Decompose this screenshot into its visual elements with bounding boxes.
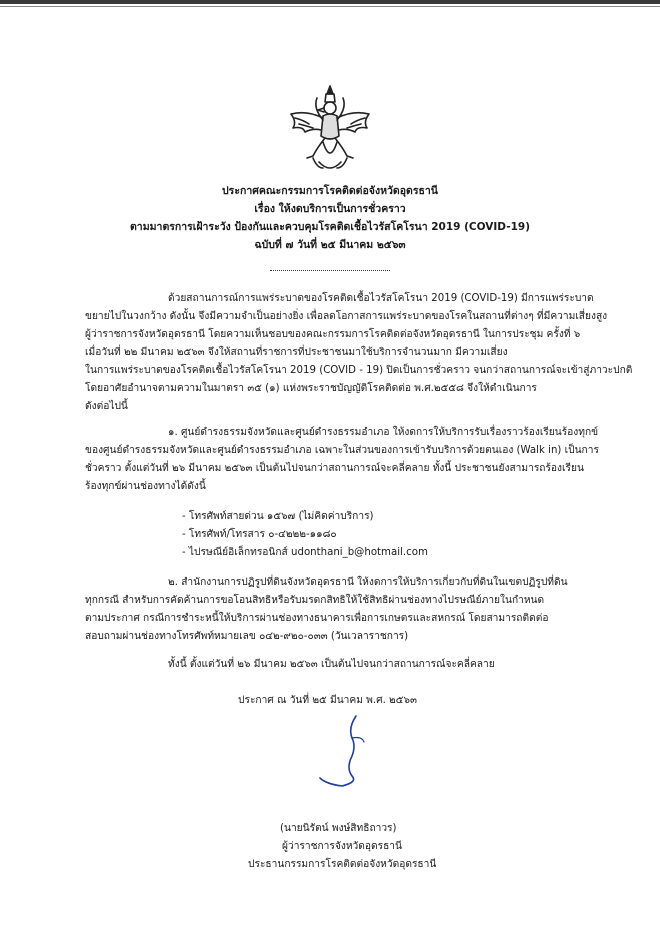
- contact-email: - ไปรษณีย์อิเล็กทรอนิกส์ udonthani_b@hotmail.com: [182, 547, 428, 558]
- item-1-line: ของศูนย์ดำรงธรรมจังหวัดและศูนย์ดำรงธรรมอำเภอ เฉพาะในส่วนของการเข้ารับบริการด้วยตนเอง (Walk in) เป็นการ: [85, 445, 599, 456]
- item-2-line: ๒. สำนักงานการปฏิรูปที่ดินจังหวัดอุดรธานี ให้งดการให้บริการเกี่ยวกับที่ดินในเขตปฏิรูปที่ดิน: [168, 577, 568, 588]
- body-line: ด้วยสถานการณ์การแพร่ระบาดของโรคติดเชื้อไวรัสโคโรนา 2019 (COVID-19) มีการแพร่ระบาด: [168, 293, 594, 304]
- body-line: ผู้ว่าราชการจังหวัดอุดรธานี โดยความเห็นชอบของคณะกรรมการโรคติดต่อจังหวัดอุดรธานี ในการประชุม ครั้งที่ ๖: [85, 329, 581, 340]
- contact-hotline: - โทรศัพท์สายด่วน ๑๕๖๗ (ไม่คิดค่าบริการ): [182, 511, 374, 522]
- announcement-authority: ประกาศคณะกรรมการโรคติดต่อจังหวัดอุดรธานี: [222, 185, 438, 197]
- item-2-line: ทุกกรณี สำหรับการคัดค้านการขอโอนสิทธิหรือรับมรดกสิทธิให้ใช้สิทธิผ่านช่องทางไปรษณีย์ภายในกำหนด: [85, 595, 545, 606]
- body-line: เมื่อวันที่ ๒๒ มีนาคม ๒๕๖๓ จึงให้สถานที่ราชการที่ประชาชนมาใช้บริการจำนวนมาก มีความเสี่ยง: [85, 347, 508, 358]
- item-1-line: ๑. ศูนย์ดำรงธรรมจังหวัดและศูนย์ดำรงธรรมอำเภอ ให้งดการให้บริการรับเรื่องราวร้องเรียนร้องทุกข์: [168, 427, 599, 438]
- body-line: ดังต่อไปนี้: [85, 401, 128, 412]
- body-line: โดยอาศัยอำนาจตามความในมาตรา ๓๕ (๑) แห่งพระราชบัญญัติโรคติดต่อ พ.ศ.๒๕๕๘ จึงให้ดำเนินการ: [85, 383, 537, 394]
- item-2-line: สอบถามผ่านช่องทางโทรศัพท์หมายเลข ๐๔๒-๙๒๐-๐๓๓ (วันเวลาราชการ): [85, 631, 409, 642]
- closing-statement: ทั้งนี้ ตั้งแต่วันที่ ๒๖ มีนาคม ๒๕๖๓ เป็นต้นไปจนกว่าสถานการณ์จะคลี่คลาย: [168, 659, 495, 670]
- item-2-line: ตามประกาศ กรณีการชำระหนี้ให้บริการผ่านช่องทางธนาคารเพื่อการเกษตรและสหกรณ์ โดยสามารถติดต่อ: [85, 613, 549, 624]
- signatory-title: ผู้ว่าราชการจังหวัดอุดรธานี: [282, 841, 402, 852]
- handwritten-signature: [312, 712, 392, 792]
- body-line: ขยายไปในวงกว้าง ดังนั้น จึงมีความจำเป็นอย่างยิ่ง เพื่อลดโอกาสการแพร่ระบาดของโรคในสถานที่ต่างๆ ที่มีความเสี่ยงสูง: [85, 311, 608, 322]
- signatory-name: (นายนิรัตน์ พงษ์สิทธิถาวร): [280, 823, 397, 834]
- signatory-role: ประธานกรรมการโรคติดต่อจังหวัดอุดรธานี: [248, 859, 437, 870]
- separator-dots: [270, 270, 390, 271]
- body-line: ในการแพร่ระบาดของโรคติดเชื้อไวรัสโคโรนา 2019 (COVID - 19) ปิดเป็นการชั่วคราว จนกว่าสถานการณ์จะเข้าสู่ภาวะปกติ: [85, 365, 633, 376]
- announcement-subject: เรื่อง ให้งดบริการเป็นการชั่วคราว: [254, 203, 406, 215]
- contact-phone-fax: - โทรศัพท์/โทรสาร ๐-๔๒๒๒-๑๑๘๐: [182, 529, 337, 540]
- garuda-emblem-icon: [283, 84, 377, 174]
- announcement-issue-date: ฉบับที่ ๗ วันที่ ๒๕ มีนาคม ๒๕๖๓: [254, 239, 406, 251]
- announcement-measures: ตามมาตรการเฝ้าระวัง ป้องกันและควบคุมโรคติดเชื้อไวรัสโคโรนา 2019 (COVID-19): [129, 221, 530, 233]
- announce-date: ประกาศ ณ วันที่ ๒๕ มีนาคม พ.ศ. ๒๕๖๓: [238, 695, 417, 706]
- item-1-line: ชั่วคราว ตั้งแต่วันที่ ๒๖ มีนาคม ๒๕๖๓ เป็นต้นไปจนกว่าสถานการณ์จะคลี่คลาย ทั้งนี้ ประชาชนยังสามารถร้องเรียน: [85, 463, 584, 474]
- item-1-line: ร้องทุกข์ผ่านช่องทางได้ดังนี้: [85, 481, 206, 492]
